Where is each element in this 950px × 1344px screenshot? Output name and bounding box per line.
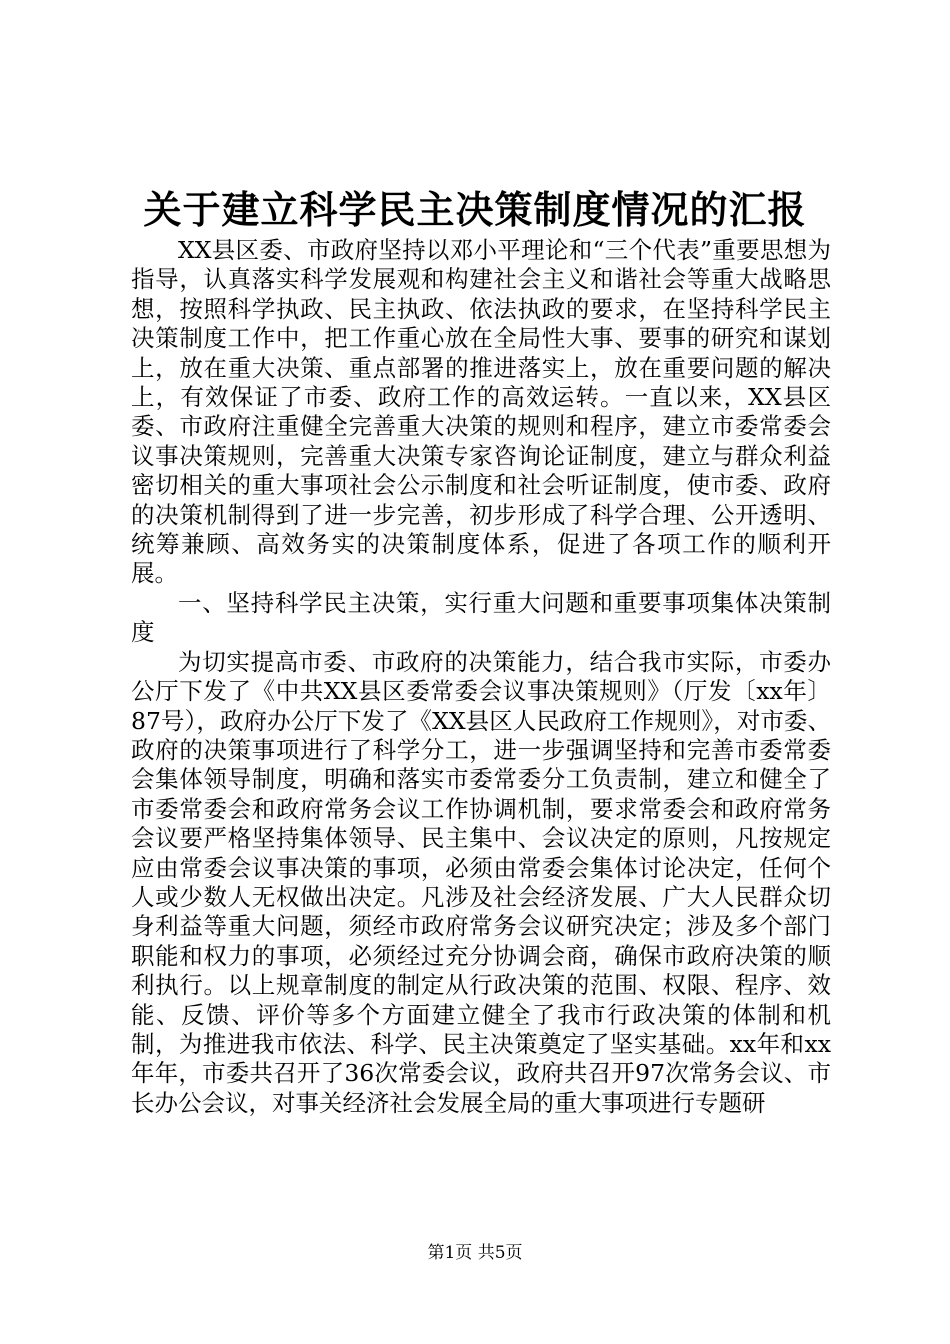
document-title: 关于建立科学民主决策制度情况的汇报 xyxy=(143,187,807,232)
paragraph-intro: XX县区委、市政府坚持以邓小平理论和“三个代表”重要思想为指导，认真落实科学发展观和构建社会主义和谐社会等重大战略思想，按照科学执政、民主执政、依法执政的要求，在坚持科学民主决策制度工作中，把工作重心放在全局性大事、要事的研究和谋划上，放在重大决策、重点部署的推进落实上，放在重要问题的解决上，有效保证了市委、政府工作的高效运转。一直以来，XX县区委、市政府注重健全完善重大决策的规则和程序，建立市委常委会议事决策规则，完善重大决策专家咨询论证制度，建立与群众利益密切相关的重大事项社会公示制度和社会听证制度，使市委、政府的决策机制得到了进一步完善，初步形成了科学合理、公开透明、统筹兼顾、高效务实的决策制度体系，促进了各项工作的顺利开展。 xyxy=(131,236,831,588)
section-heading-1: 一、坚持科学民主决策，实行重大问题和重要事项集体决策制度 xyxy=(131,588,831,647)
page-number-footer: 第1页 共5页 xyxy=(427,1243,523,1263)
paragraph-section-1: 为切实提高市委、市政府的决策能力，结合我市实际，市委办公厅下发了《中共XX县区委常委会议事决策规则》（厅发〔xx年〕87号），政府办公厅下发了《XX县区人民政府工作规则》，对市委、政府的决策事项进行了科学分工，进一步强调坚持和完善市委常委会集体领导制度，明确和落实市委常委分工负责制，建立和健全了市委常委会和政府常务会议工作协调机制，要求常委会和政府常务会议要严格坚持集体领导、民主集中、会议决定的原则，凡按规定应由常委会议事决策的事项，必须由常委会集体讨论决定，任何个人或少数人无权做出决定。凡涉及社会经济发展、广大人民群众切身利益等重大问题，须经市政府常务会议研究决定；涉及多个部门职能和权力的事项，必须经过充分协调会商，确保市政府决策的顺利执行。以上规章制度的制定从行政决策的范围、权限、程序、效能、反馈、评价等多个方面建立健全了我市行政决策的体制和机制，为推进我市依法、科学、民主决策奠定了坚实基础。xx年和xx年年，市委共召开了36次常委会议，政府共召开97次常务会议、市长办公会议，对事关经济社会发展全局的重大事项进行专题研 xyxy=(131,647,831,1117)
document-body xyxy=(131,236,831,1118)
